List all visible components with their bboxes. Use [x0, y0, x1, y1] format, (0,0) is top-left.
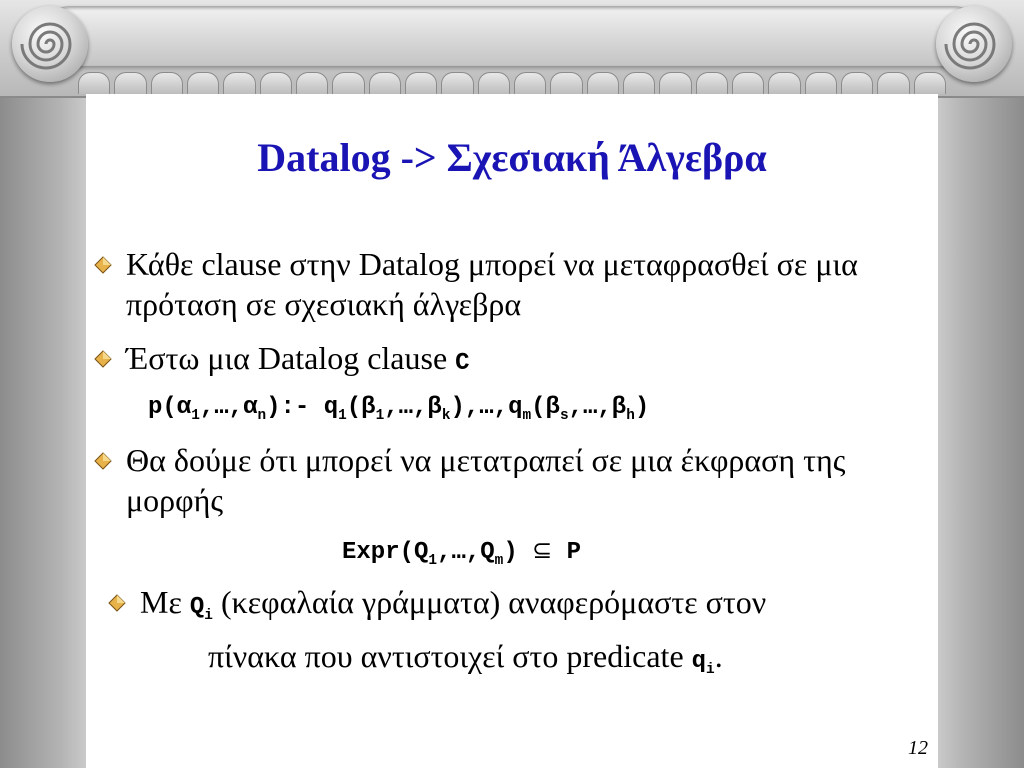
- bullet-item: [126, 244, 934, 324]
- slide-title: Datalog -> Σχεσιακή Άλγεβρα: [257, 135, 767, 180]
- slide-body: [86, 94, 938, 768]
- subset-symbol: ⊆: [532, 536, 553, 564]
- page-number: 12: [908, 737, 928, 759]
- bullet-item: [126, 338, 934, 384]
- expression-form: $Expr(Q_1,\dots,Q_m)$ ⊆ P: [342, 536, 582, 569]
- clause-definition: $p(\alpha_1,\dots,\alpha_n):-$ $q_1(\beta_1,\dots,\beta_k),\dots,q_m(\beta_s,\dots,\beta_h)$: [148, 394, 650, 424]
- dentil-row: [76, 72, 948, 94]
- clause-name: C: [455, 350, 470, 377]
- bullet-text: Θα δούμε ότι μπορεί να μετατραπεί σε μια έκφραση της μορφής: [126, 442, 846, 518]
- diamond-bullet-icon: [108, 594, 126, 612]
- capital-bar: [40, 6, 984, 66]
- volute-scroll-right-icon: [936, 6, 1012, 82]
- sub-bullet-item: Με $Q_i$ (κεφαλαία γράμματα) αναφερόμαστε στον πίνακα που αντιστοιχεί στο predicate $q_i$.: [140, 582, 930, 690]
- diamond-bullet-icon: [94, 452, 112, 470]
- column-capital-header: [0, 0, 1024, 98]
- diamond-bullet-icon: [94, 350, 112, 368]
- bullet-item: [126, 440, 846, 520]
- bullet-text: Έστω μια Datalog clause: [126, 340, 448, 376]
- bullet-text: Κάθε clause στην Datalog μπορεί να μεταφρασθεί σε μια πρόταση σε σχεσιακή άλγεβρα: [126, 246, 858, 322]
- diamond-bullet-icon: [94, 256, 112, 274]
- volute-scroll-left-icon: [12, 6, 88, 82]
